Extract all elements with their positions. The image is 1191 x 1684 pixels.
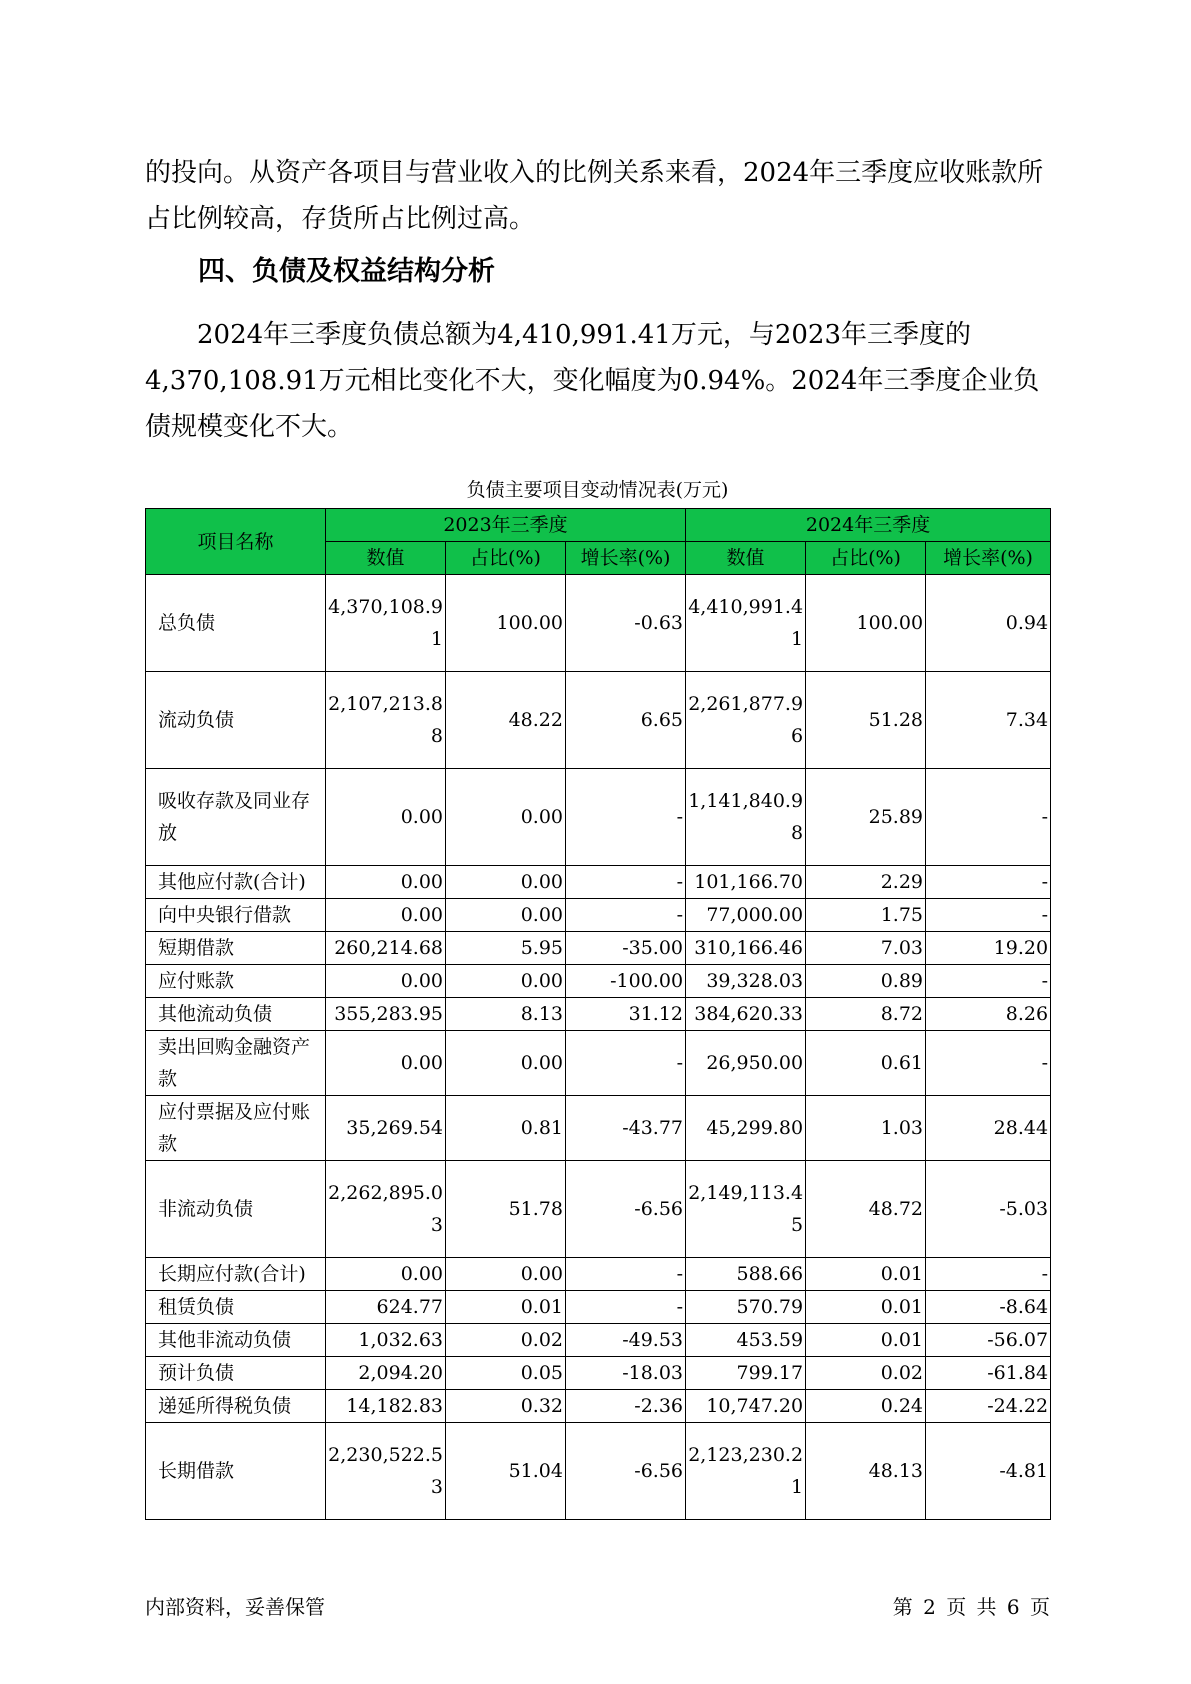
- row-growth-2023: -6.56: [566, 1423, 686, 1520]
- row-growth-2023: -2.36: [566, 1390, 686, 1423]
- row-value-2024: 310,166.46: [686, 932, 806, 965]
- row-share-2023: 0.00: [446, 1031, 566, 1096]
- row-value-2023: 2,230,522.53: [326, 1423, 446, 1520]
- row-value-2024: 101,166.70: [686, 866, 806, 899]
- row-growth-2023: -: [566, 1258, 686, 1291]
- table-row: [146, 998, 1051, 1031]
- row-name: 卖出回购金融资产款: [146, 1031, 326, 1096]
- row-value-2024: 453.59: [686, 1324, 806, 1357]
- table-row: [146, 1357, 1051, 1390]
- row-share-2023: 0.00: [446, 1258, 566, 1291]
- row-value-2024: 39,328.03: [686, 965, 806, 998]
- row-value-2024: 4,410,991.41: [686, 575, 806, 672]
- row-growth-2024: -8.64: [926, 1291, 1051, 1324]
- row-share-2023: 51.04: [446, 1423, 566, 1520]
- row-value-2023: 0.00: [326, 1031, 446, 1096]
- row-name: 递延所得税负债: [146, 1390, 326, 1423]
- header-share: 占比(%): [806, 542, 926, 575]
- row-share-2024: 2.29: [806, 866, 926, 899]
- header-value: 数值: [686, 542, 806, 575]
- row-growth-2024: 0.94: [926, 575, 1051, 672]
- row-share-2024: 48.13: [806, 1423, 926, 1520]
- row-share-2023: 0.00: [446, 899, 566, 932]
- row-growth-2023: -6.56: [566, 1161, 686, 1258]
- row-growth-2024: 19.20: [926, 932, 1051, 965]
- table-row: [146, 932, 1051, 965]
- row-growth-2023: -0.63: [566, 575, 686, 672]
- row-value-2024: 2,261,877.96: [686, 672, 806, 769]
- row-name: 流动负债: [146, 672, 326, 769]
- row-share-2024: 0.01: [806, 1258, 926, 1291]
- header-value: 数值: [326, 542, 446, 575]
- row-value-2023: 14,182.83: [326, 1390, 446, 1423]
- liabilities-table: [145, 508, 1051, 1520]
- footer-page-number: 第 2 页 共 6 页: [892, 1595, 1050, 1619]
- row-name: 非流动负债: [146, 1161, 326, 1258]
- table-row: [146, 866, 1051, 899]
- table-row: [146, 1324, 1051, 1357]
- row-share-2024: 100.00: [806, 575, 926, 672]
- section-heading: 四、负债及权益结构分析: [198, 256, 495, 287]
- row-growth-2024: -: [926, 1258, 1051, 1291]
- table-row: [146, 1291, 1051, 1324]
- row-share-2024: 7.03: [806, 932, 926, 965]
- row-name: 吸收存款及同业存放: [146, 769, 326, 866]
- header-share: 占比(%): [446, 542, 566, 575]
- row-name: 应付账款: [146, 965, 326, 998]
- row-growth-2023: 31.12: [566, 998, 686, 1031]
- row-growth-2024: 7.34: [926, 672, 1051, 769]
- row-share-2023: 0.00: [446, 769, 566, 866]
- table-row: [146, 769, 1051, 866]
- table-row: [146, 575, 1051, 672]
- row-growth-2024: -24.22: [926, 1390, 1051, 1423]
- row-name: 其他非流动负债: [146, 1324, 326, 1357]
- row-growth-2024: 8.26: [926, 998, 1051, 1031]
- row-value-2024: 26,950.00: [686, 1031, 806, 1096]
- row-name: 向中央银行借款: [146, 899, 326, 932]
- row-share-2023: 51.78: [446, 1161, 566, 1258]
- table-row: [146, 1161, 1051, 1258]
- row-growth-2023: -35.00: [566, 932, 686, 965]
- row-growth-2024: -: [926, 769, 1051, 866]
- table-caption: 负债主要项目变动情况表(万元): [466, 479, 729, 501]
- row-value-2023: 0.00: [326, 1258, 446, 1291]
- row-value-2024: 2,123,230.21: [686, 1423, 806, 1520]
- row-value-2023: 0.00: [326, 965, 446, 998]
- row-value-2024: 2,149,113.45: [686, 1161, 806, 1258]
- row-growth-2024: -: [926, 1031, 1051, 1096]
- row-value-2023: 0.00: [326, 899, 446, 932]
- row-growth-2023: -: [566, 769, 686, 866]
- row-growth-2023: -49.53: [566, 1324, 686, 1357]
- row-name: 其他应付款(合计): [146, 866, 326, 899]
- row-share-2024: 0.01: [806, 1324, 926, 1357]
- row-name: 长期应付款(合计): [146, 1258, 326, 1291]
- row-growth-2024: -4.81: [926, 1423, 1051, 1520]
- row-growth-2024: -: [926, 899, 1051, 932]
- row-value-2024: 1,141,840.98: [686, 769, 806, 866]
- table-row: [146, 1096, 1051, 1161]
- row-value-2023: 0.00: [326, 866, 446, 899]
- row-value-2024: 384,620.33: [686, 998, 806, 1031]
- row-name: 总负债: [146, 575, 326, 672]
- table-row: [146, 899, 1051, 932]
- row-value-2023: 355,283.95: [326, 998, 446, 1031]
- row-share-2024: 0.61: [806, 1031, 926, 1096]
- table-row: [146, 1390, 1051, 1423]
- row-share-2024: 0.02: [806, 1357, 926, 1390]
- table-row: [146, 1258, 1051, 1291]
- row-share-2023: 0.05: [446, 1357, 566, 1390]
- row-share-2023: 0.01: [446, 1291, 566, 1324]
- row-value-2023: 2,262,895.03: [326, 1161, 446, 1258]
- body-paragraph-intro: 的投向。从资产各项目与营业收入的比例关系来看，2024年三季度应收账款所占比例较高，存货所占比例过高。: [145, 158, 1044, 234]
- row-share-2024: 51.28: [806, 672, 926, 769]
- row-value-2023: 2,094.20: [326, 1357, 446, 1390]
- row-name: 长期借款: [146, 1423, 326, 1520]
- row-share-2023: 5.95: [446, 932, 566, 965]
- row-growth-2024: -: [926, 866, 1051, 899]
- table-row: [146, 1031, 1051, 1096]
- row-growth-2023: -100.00: [566, 965, 686, 998]
- row-share-2023: 0.00: [446, 965, 566, 998]
- header-item-name: 项目名称: [146, 509, 326, 575]
- row-share-2023: 0.02: [446, 1324, 566, 1357]
- footer-confidential-note: 内部资料，妥善保管: [145, 1595, 325, 1619]
- row-share-2023: 48.22: [446, 672, 566, 769]
- row-growth-2023: 6.65: [566, 672, 686, 769]
- row-share-2023: 0.81: [446, 1096, 566, 1161]
- row-name: 短期借款: [146, 932, 326, 965]
- row-share-2024: 1.03: [806, 1096, 926, 1161]
- row-name: 预计负债: [146, 1357, 326, 1390]
- row-share-2024: 48.72: [806, 1161, 926, 1258]
- row-growth-2023: -: [566, 866, 686, 899]
- row-value-2024: 588.66: [686, 1258, 806, 1291]
- row-value-2023: 35,269.54: [326, 1096, 446, 1161]
- row-share-2023: 0.00: [446, 866, 566, 899]
- row-value-2024: 77,000.00: [686, 899, 806, 932]
- row-share-2024: 0.89: [806, 965, 926, 998]
- row-name: 租赁负债: [146, 1291, 326, 1324]
- row-share-2023: 100.00: [446, 575, 566, 672]
- body-paragraph-liabilities: 2024年三季度负债总额为4,410,991.41万元，与2023年三季度的4,370,108.91万元相比变化不大，变化幅度为0.94%。2024年三季度企业负债规模变化不大。: [145, 320, 1040, 442]
- row-growth-2023: -18.03: [566, 1357, 686, 1390]
- row-growth-2023: -: [566, 1031, 686, 1096]
- row-value-2023: 0.00: [326, 769, 446, 866]
- row-share-2024: 1.75: [806, 899, 926, 932]
- row-share-2024: 25.89: [806, 769, 926, 866]
- header-growth: 增长率(%): [566, 542, 686, 575]
- row-growth-2023: -: [566, 1291, 686, 1324]
- row-share-2023: 8.13: [446, 998, 566, 1031]
- row-value-2024: 45,299.80: [686, 1096, 806, 1161]
- row-growth-2024: -: [926, 965, 1051, 998]
- row-name: 应付票据及应付账款: [146, 1096, 326, 1161]
- header-period-2024: 2024年三季度: [686, 509, 1051, 542]
- table-row: [146, 965, 1051, 998]
- row-value-2023: 260,214.68: [326, 932, 446, 965]
- row-share-2024: 0.24: [806, 1390, 926, 1423]
- row-name: 其他流动负债: [146, 998, 326, 1031]
- row-value-2023: 624.77: [326, 1291, 446, 1324]
- header-growth: 增长率(%): [926, 542, 1051, 575]
- header-period-2023: 2023年三季度: [326, 509, 686, 542]
- row-value-2023: 4,370,108.91: [326, 575, 446, 672]
- row-share-2023: 0.32: [446, 1390, 566, 1423]
- table-row: [146, 672, 1051, 769]
- row-value-2024: 570.79: [686, 1291, 806, 1324]
- row-growth-2024: 28.44: [926, 1096, 1051, 1161]
- row-growth-2023: -: [566, 899, 686, 932]
- row-value-2024: 799.17: [686, 1357, 806, 1390]
- row-share-2024: 8.72: [806, 998, 926, 1031]
- row-value-2023: 1,032.63: [326, 1324, 446, 1357]
- row-value-2024: 10,747.20: [686, 1390, 806, 1423]
- row-growth-2023: -43.77: [566, 1096, 686, 1161]
- row-value-2023: 2,107,213.88: [326, 672, 446, 769]
- row-growth-2024: -61.84: [926, 1357, 1051, 1390]
- row-growth-2024: -5.03: [926, 1161, 1051, 1258]
- row-growth-2024: -56.07: [926, 1324, 1051, 1357]
- table-row: [146, 1423, 1051, 1520]
- row-share-2024: 0.01: [806, 1291, 926, 1324]
